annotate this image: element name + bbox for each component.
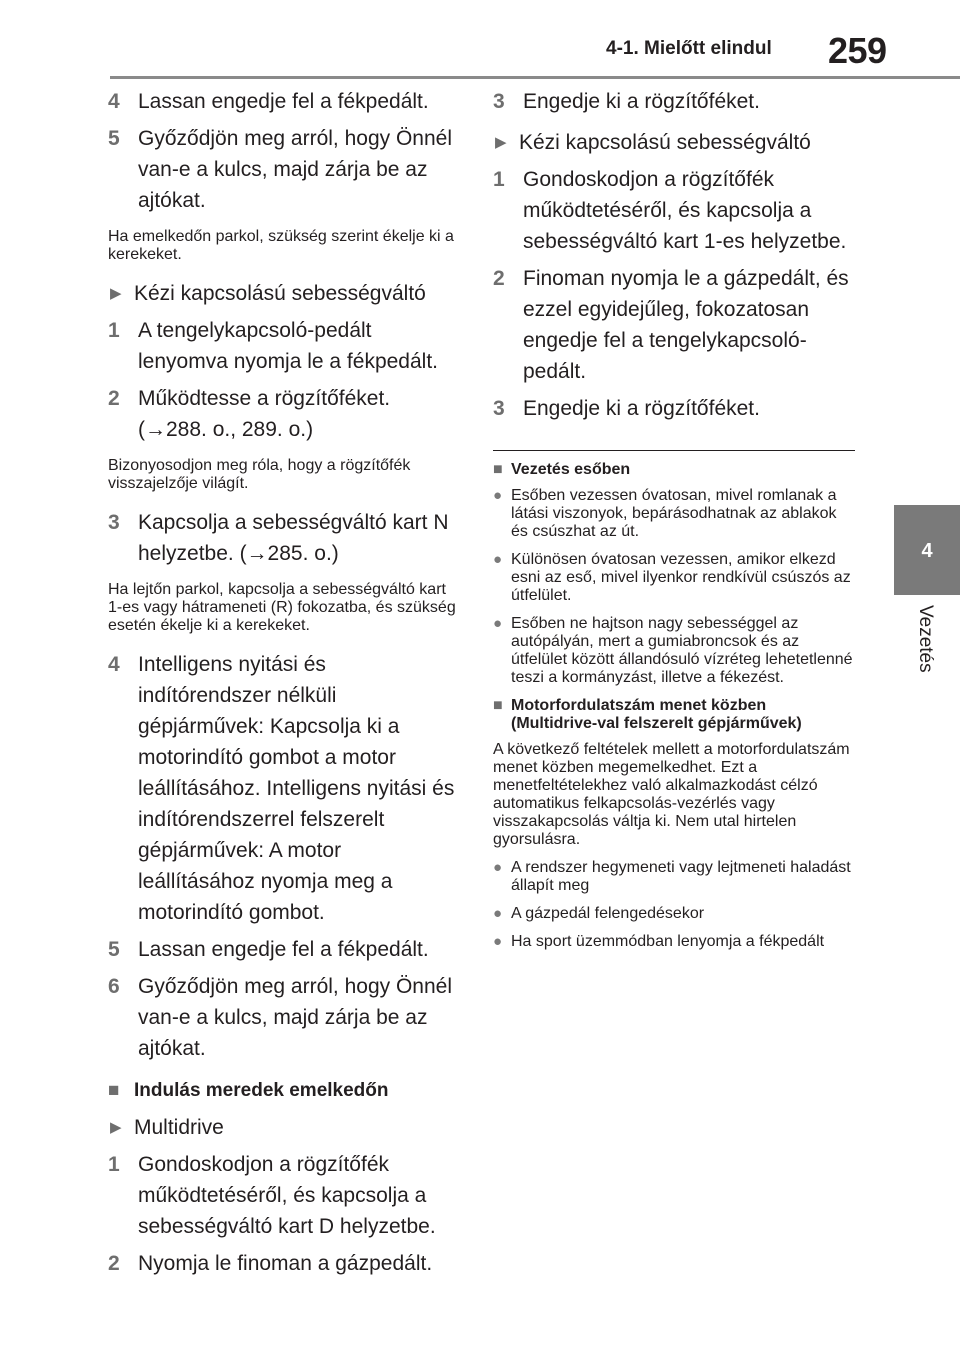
list-item xyxy=(493,487,855,541)
step-number: 5 xyxy=(108,938,120,961)
section-heading xyxy=(493,697,855,733)
list-item-text: Esőben vezessen óvatosan, mivel romlanak a látási viszonyok, bepárásodhatnak az ablakok és csúszhat az út. xyxy=(511,487,837,540)
section-heading xyxy=(493,461,855,479)
step-number: 3 xyxy=(493,397,505,420)
bullet-icon: ● xyxy=(493,615,503,632)
step-number: 4 xyxy=(108,653,120,676)
step-number: 4 xyxy=(108,90,120,113)
header-rule xyxy=(110,76,960,79)
step-text: Engedje ki a rögzítőféket. xyxy=(523,397,760,420)
square-icon: ■ xyxy=(493,461,503,478)
list-item-text: A rendszer hegymeneti vagy lejtmeneti haladást állapít meg xyxy=(511,859,851,894)
section-heading-text: Indulás meredek emelkedőn xyxy=(134,1080,389,1101)
step-item xyxy=(108,649,458,928)
subheading xyxy=(108,1112,458,1143)
section-heading-text: Vezetés esőben xyxy=(511,461,631,478)
bullet-icon: ● xyxy=(493,859,503,876)
step-text: Kapcsolja a sebességváltó kart N helyzetbe. (→285. o.) xyxy=(138,511,449,565)
list-item-text: Különösen óvatosan vezessen, amikor elkezd esni az eső, mivel ilyenkor rendkívül csúszós az útfelület. xyxy=(511,551,851,604)
step-item xyxy=(108,971,458,1064)
step-text: Lassan engedje fel a fékpedált. xyxy=(138,90,429,113)
list-item xyxy=(493,933,855,951)
right-column xyxy=(493,86,855,961)
bullet-icon: ● xyxy=(493,933,503,950)
subheading-text: Multidrive xyxy=(134,1116,224,1139)
list-item xyxy=(493,551,855,605)
step-number: 2 xyxy=(108,1252,120,1275)
note-text: Ha emelkedőn parkol, szükség szerint ékelje ki a kerekeket. xyxy=(108,228,454,263)
paragraph: A következő feltételek mellett a motorfordulatszám menet közben megemelkedhet. Ezt a menetfeltételekhez való alkalmazkodást célzó automatikus felkapcsolás-vezérlés vagy visszakapcsolás váltja ki. Nem utal hirtelen gyorsulásra. xyxy=(493,741,850,848)
square-icon: ■ xyxy=(493,697,503,714)
step-number: 2 xyxy=(108,387,120,410)
section-divider xyxy=(493,450,855,451)
bullet-icon: ● xyxy=(493,551,503,568)
step-number: 6 xyxy=(108,975,120,998)
section-heading-text: Motorfordulatszám menet közben (Multidrive-val felszerelt gépjárművek) xyxy=(511,697,802,732)
step-number: 1 xyxy=(108,319,120,342)
step-number: 5 xyxy=(108,127,120,150)
section-heading xyxy=(108,1080,458,1102)
step-text: Gondoskodjon a rögzítőfék működtetéséről, és kapcsolja a sebességváltó kart 1-es helyzetbe. xyxy=(523,168,847,253)
step-text: Lassan engedje fel a fékpedált. xyxy=(138,938,429,961)
step-item xyxy=(108,123,458,216)
subheading xyxy=(108,278,458,309)
left-column xyxy=(108,86,458,1285)
step-number: 3 xyxy=(493,90,505,113)
subheading xyxy=(493,127,855,158)
step-text: Működtesse a rögzítőféket. (→288. o., 289. o.) xyxy=(138,387,391,441)
step-item xyxy=(493,164,855,257)
note-text: Ha lejtőn parkol, kapcsolja a sebességváltó kart 1-es vagy hátrameneti (R) fokozatba, és szükség esetén ékelje ki a kerekeket. xyxy=(108,581,456,634)
list-item xyxy=(493,905,855,923)
step-text: Intelligens nyitási és indítórendszer nélküli gépjárművek: Kapcsolja ki a motorindító gombot a motor leállításához. Intelligens nyitási és indítórendszerrel felszerelt gépjárművek: A motor leállításához nyomja meg a motorindító gombot. xyxy=(138,653,455,924)
list-item xyxy=(493,859,855,895)
step-item xyxy=(493,393,855,424)
subheading-text: Kézi kapcsolású sebességváltó xyxy=(134,282,426,305)
triangle-icon: ▶ xyxy=(110,1119,122,1136)
chapter-tab-number: 4 xyxy=(921,540,933,562)
step-text: Győződjön meg arról, hogy Önnél van-e a kulcs, majd zárja be az ajtókat. xyxy=(138,127,453,212)
step-number: 3 xyxy=(108,511,120,534)
list-item-text: Esőben ne hajtson nagy sebességgel az autópályán, mert a gumiabroncsok és az útfelület között állandósuló vízréteg lehetetlenné teszi a kormányzást, illetve a fékezést. xyxy=(511,615,853,686)
step-text: Gondoskodjon a rögzítőfék működtetéséről, és kapcsolja a sebességváltó kart D helyzetbe. xyxy=(138,1153,436,1238)
step-text: Finoman nyomja le a gázpedált, és ezzel egyidejűleg, fokozatosan engedje fel a tengelykapcsoló-pedált. xyxy=(523,267,849,383)
chapter-tab-label: Vezetés xyxy=(915,605,936,673)
square-icon: ■ xyxy=(108,1080,120,1101)
step-item xyxy=(108,934,458,965)
section-title: 4-1. Mielőtt elindul xyxy=(606,38,772,59)
step-item xyxy=(108,507,458,569)
step-number: 1 xyxy=(108,1153,120,1176)
list-item-text: Ha sport üzemmódban lenyomja a fékpedált xyxy=(511,933,825,950)
step-text: Engedje ki a rögzítőféket. xyxy=(523,90,760,113)
step-number: 2 xyxy=(493,267,505,290)
step-text: Nyomja le finoman a gázpedált. xyxy=(138,1252,433,1275)
step-item xyxy=(108,86,458,117)
step-item xyxy=(108,1149,458,1242)
subheading-text: Kézi kapcsolású sebességváltó xyxy=(519,131,811,154)
step-text: A tengelykapcsoló-pedált lenyomva nyomja le a fékpedált. xyxy=(138,319,438,373)
list-item-text: A gázpedál felengedésekor xyxy=(511,905,705,922)
step-item xyxy=(108,383,458,445)
page-number: 259 xyxy=(828,30,887,71)
step-item xyxy=(108,1248,458,1279)
bullet-icon: ● xyxy=(493,905,503,922)
step-text: Győződjön meg arról, hogy Önnél van-e a kulcs, majd zárja be az ajtókat. xyxy=(138,975,453,1060)
step-item xyxy=(493,263,855,387)
note-text: Bizonyosodjon meg róla, hogy a rögzítőfék visszajelzője világít. xyxy=(108,457,411,492)
list-item xyxy=(493,615,855,687)
step-number: 1 xyxy=(493,168,505,191)
triangle-icon: ▶ xyxy=(110,285,122,302)
bullet-icon: ● xyxy=(493,487,503,504)
step-item xyxy=(108,315,458,377)
step-item xyxy=(493,86,855,117)
triangle-icon: ▶ xyxy=(495,134,507,151)
